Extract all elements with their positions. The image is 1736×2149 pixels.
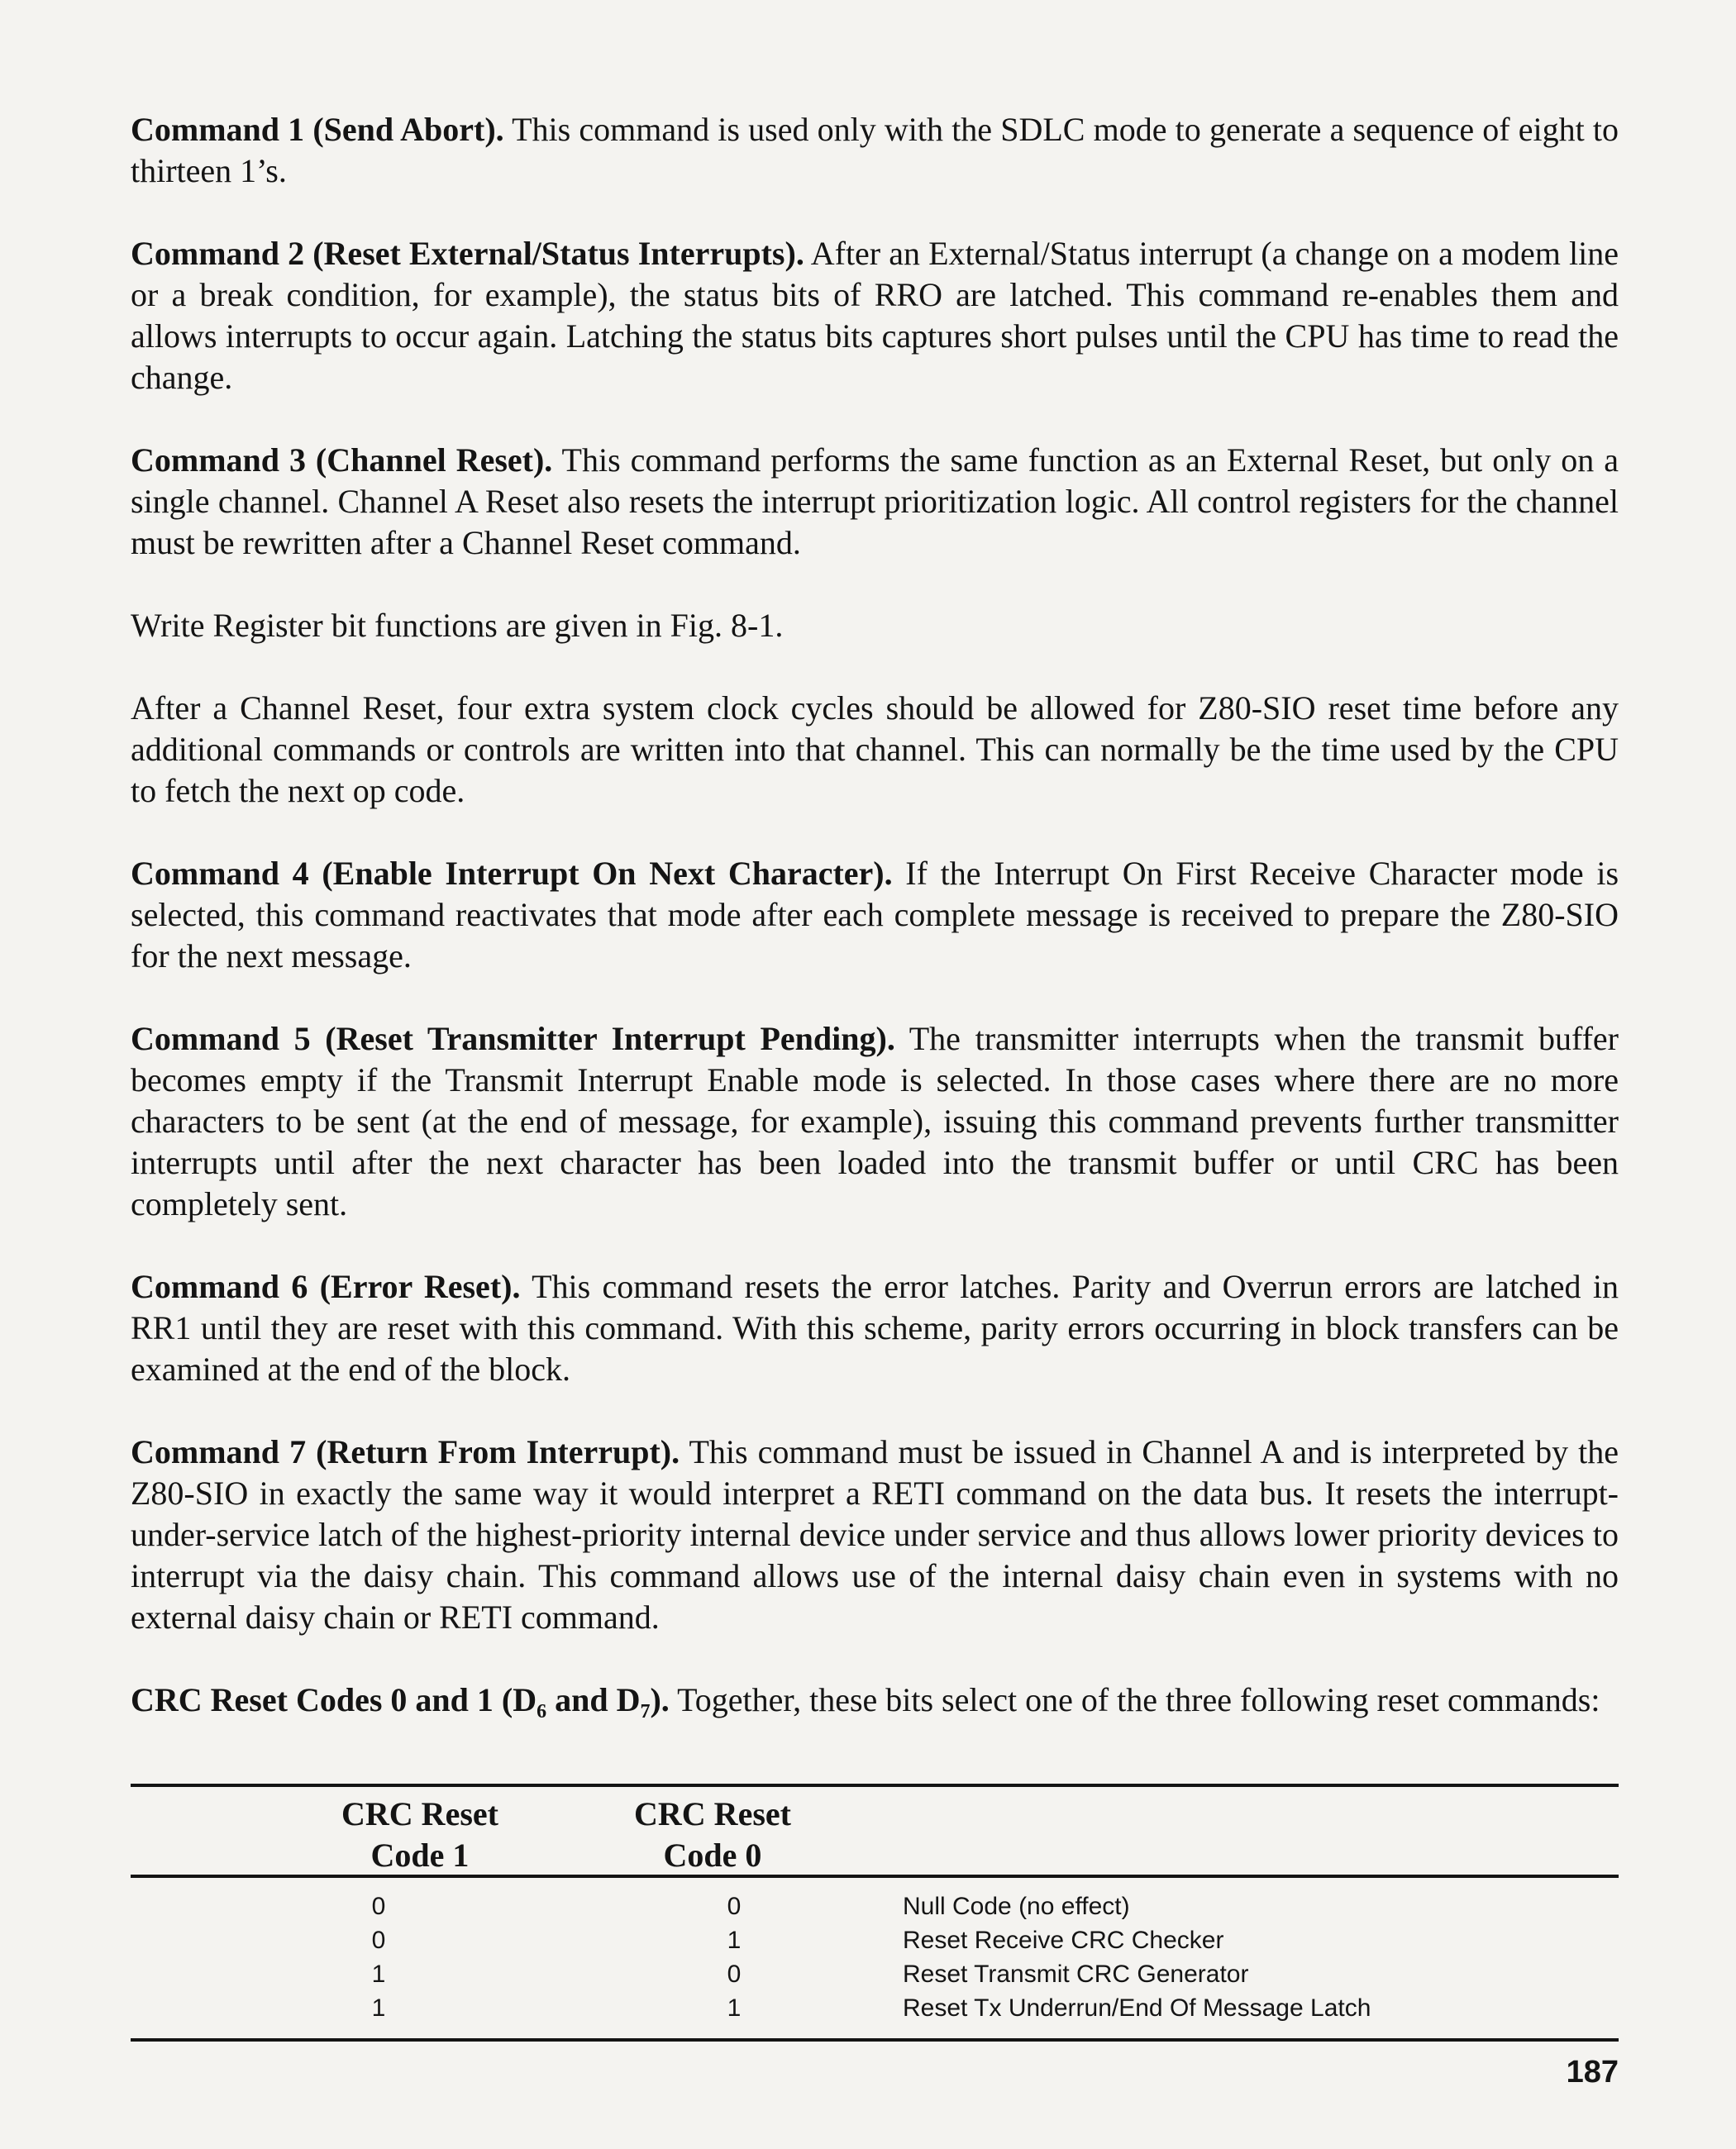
paragraph-text: Together, these bits select one of the three following reset commands: <box>677 1681 1600 1718</box>
paragraph-write-register-note <box>131 605 1619 646</box>
page-body <box>131 109 1619 1762</box>
table-row <box>131 1957 1619 1991</box>
crc-heading-mid: and D <box>546 1681 641 1718</box>
cell-code-0: 1 <box>727 1927 742 1954</box>
paragraph-heading: Command 5 (Reset Transmitter Interrupt Pending). <box>131 1020 895 1057</box>
cell-code-1: 1 <box>371 1994 386 2022</box>
table-row <box>131 1889 1619 1923</box>
cell-description: Reset Tx Underrun/End Of Message Latch <box>903 1994 1371 2022</box>
paragraph-text: This command is used only with the SDLC mode to generate a sequence of eight to thirteen 1’s. <box>131 111 1619 189</box>
table-row <box>131 1991 1619 2025</box>
paragraph-crc-reset-codes <box>131 1680 1619 1721</box>
crc-heading-pre: CRC Reset Codes 0 and 1 (D <box>131 1681 537 1718</box>
crc-reset-table <box>131 1784 1619 2042</box>
header-line: Code 1 <box>370 1837 470 1874</box>
subscript-7: 7 <box>640 1701 651 1723</box>
paragraph-text: This command must be issued in Channel A and is interpreted by the Z80-SIO in exactly the same way it would interpret a RETI command on the data bus. It resets the interrupt-under-service latch of the highest-priority internal device under service and thus allows lower priority devices to interrupt via the daisy chain. This command allows use of the internal daisy chain even in systems with no external daisy chain or RETI command. <box>131 1433 1619 1636</box>
header-line: CRC Reset <box>634 1795 791 1832</box>
cell-description: Reset Receive CRC Checker <box>903 1927 1224 1954</box>
paragraph-command-2 <box>131 233 1619 398</box>
crc-heading-post: ). <box>650 1681 670 1718</box>
paragraph-text: After a Channel Reset, four extra system clock cycles should be allowed for Z80-SIO reset time before any additional commands or controls are written into that channel. This can normally be the time used by the CPU to fetch the next op code. <box>131 689 1619 809</box>
table-row <box>131 1923 1619 1957</box>
cell-code-0: 0 <box>727 1893 742 1920</box>
paragraph-command-6 <box>131 1266 1619 1390</box>
paragraph-heading <box>131 1681 670 1723</box>
paragraph-heading: Command 2 (Reset External/Status Interrupts). <box>131 235 804 272</box>
cell-code-1: 1 <box>371 1961 386 1988</box>
paragraph-heading: Command 1 (Send Abort). <box>131 111 504 148</box>
table-body <box>131 1878 1619 2038</box>
header-crc-reset-code-0 <box>589 1794 837 1876</box>
cell-description: Reset Transmit CRC Generator <box>903 1961 1249 1988</box>
paragraph-text: After an External/Status interrupt (a change on a modem line or a break condition, for example), the status bits of RRO are latched. This command re-enables them and allows interrupts to occur again. Latching the status bits captures short pulses until the CPU has time to read the change. <box>131 235 1619 396</box>
paragraph-heading: Command 4 (Enable Interrupt On Next Character). <box>131 855 893 892</box>
paragraph-command-1 <box>131 109 1619 192</box>
table-header <box>131 1787 1619 1875</box>
paragraph-text: This command performs the same function as an External Reset, but only on a single channel. Channel A Reset also resets the interrupt prioritization logic. All control registers for the channel must be rewritten after a Channel Reset command. <box>131 441 1619 561</box>
header-line: Code 0 <box>663 1837 762 1874</box>
paragraph-text: If the Interrupt On First Receive Character mode is selected, this command reactivates that mode after each complete message is received to prepare the Z80-SIO for the next message. <box>131 855 1619 974</box>
header-crc-reset-code-1 <box>296 1794 544 1876</box>
paragraph-text: Write Register bit functions are given in Fig. 8-1. <box>131 607 784 644</box>
paragraph-command-4 <box>131 853 1619 977</box>
paragraph-heading: Command 6 (Error Reset). <box>131 1268 521 1305</box>
cell-description: Null Code (no effect) <box>903 1893 1130 1920</box>
paragraph-text: The transmitter interrupts when the transmit buffer becomes empty if the Transmit Interrupt Enable mode is selected. In those cases where there are no more characters to be sent (at the end of message, for example), issuing this command prevents further transmitter interrupts until after the next character has been loaded into the transmit buffer or until CRC has been completely sent. <box>131 1020 1619 1222</box>
cell-code-1: 0 <box>371 1893 386 1920</box>
page-number: 187 <box>1566 2055 1619 2089</box>
paragraph-command-5 <box>131 1018 1619 1225</box>
paragraph-command-3 <box>131 440 1619 564</box>
paragraph-heading: Command 3 (Channel Reset). <box>131 441 553 479</box>
table-rule-bottom <box>131 2038 1619 2042</box>
paragraph-heading: Command 7 (Return From Interrupt). <box>131 1433 680 1470</box>
cell-code-0: 1 <box>727 1994 742 2022</box>
paragraph-command-7 <box>131 1432 1619 1638</box>
cell-code-1: 0 <box>371 1927 386 1954</box>
subscript-6: 6 <box>537 1701 547 1723</box>
cell-code-0: 0 <box>727 1961 742 1988</box>
paragraph-channel-reset-note <box>131 688 1619 812</box>
paragraph-text: This command resets the error latches. Parity and Overrun errors are latched in RR1 until they are reset with this command. With this scheme, parity errors occurring in block transfers can be examined at the end of the block. <box>131 1268 1619 1388</box>
header-line: CRC Reset <box>341 1795 498 1832</box>
